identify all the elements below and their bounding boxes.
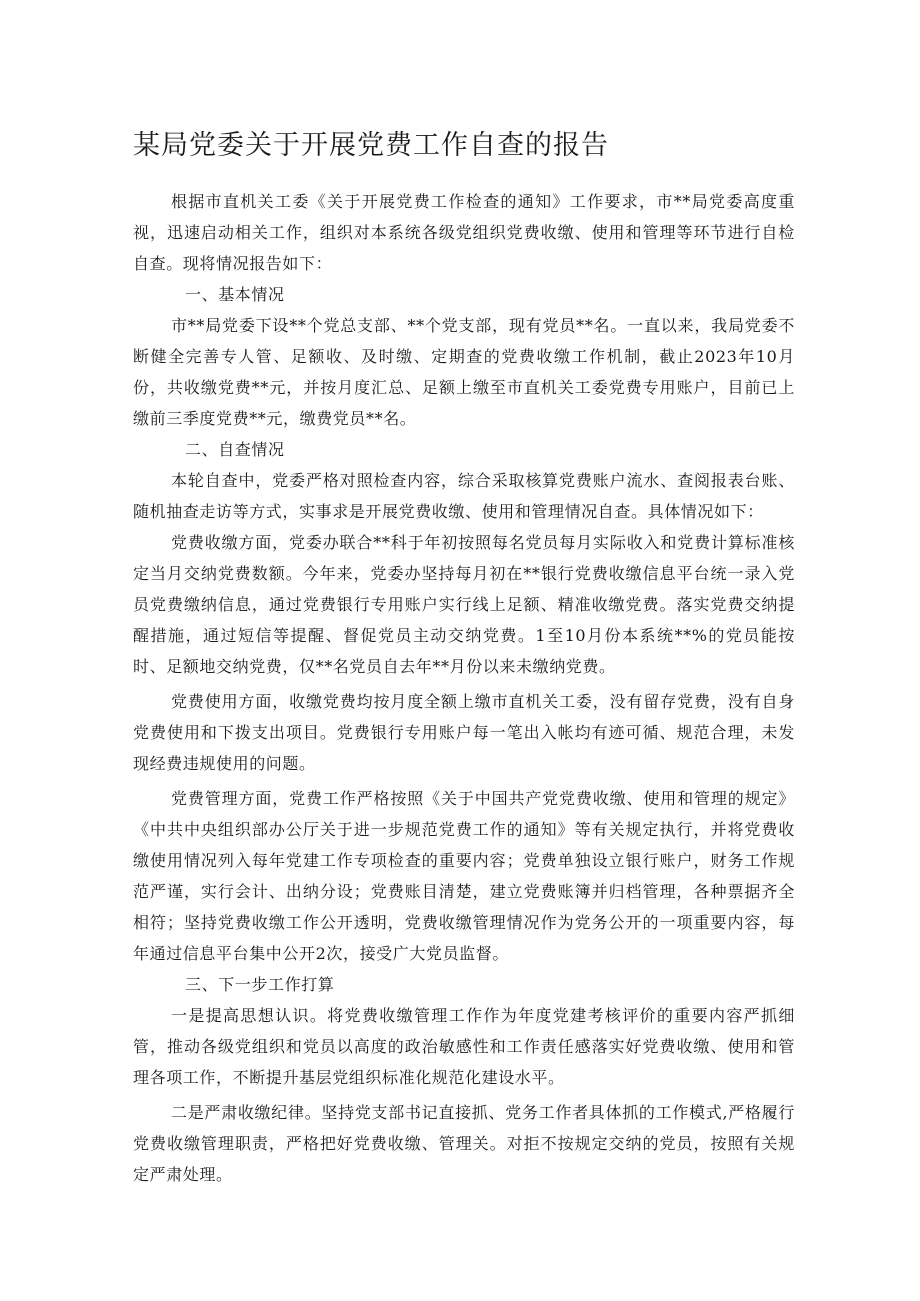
section-paragraph: 党费管理方面，党费工作严格按照《关于中国共产党党费收缴、使用和管理的规定》《中共中央组织部办公厅关于进一步规范党费工作的通知》等有关规定执行，并将党费收缴使用情况列入每年党建工作专项检查的重要内容；党费单独设立银行账户，财务工作规范严谨，实行会计、出纳分设；党费账目清楚，建立党费账簿并归档管理，各种票据齐全相符；坚持党费收缴工作公开透明，党费收缴管理情况作为党务公开的一项重要内容，每年通过信息平台集中公开2次，接受广大党员监督。 <box>133 789 795 963</box>
section-paragraph: 党费收缴方面，党委办联合**科于年初按照每名党员每月实际收入和党费计算标准核定当月交纳党费数额。今年来，党委办坚持每月初在**银行党费收缴信息平台统一录入党员党费缴纳信息，通过党费银行专用账户实行线上足额、精准收缴党费。落实党费交纳提醒措施，通过短信等提醒、督促党员主动交纳党费。1至10月份本系统**%的党员能按时、足额地交纳党费，仅**名党员自去年**月份以来未缴纳党费。 <box>133 533 795 676</box>
section-paragraph: 市**局党委下设**个党总支部、**个党支部，现有党员**名。一直以来，我局党委不断健全完善专人管、足额收、及时缴、定期查的党费收缴工作机制，截止2023年10月份，共收缴党费**元，并按月度汇总、足额上缴至市直机关工委党费专用账户，目前已上缴前三季度党费**元，缴费党员**名。 <box>133 316 795 428</box>
section-paragraph: 一是提高思想认识。将党费收缴管理工作作为年度党建考核评价的重要内容严抓细管，推动各级党组织和党员以高度的政治敏感性和工作责任感落实好党费收缴、使用和管理各项工作，不断提升基层党组织标准化规范化建设水平。 <box>133 1006 795 1087</box>
section-paragraph: 本轮自查中，党委严格对照检查内容，综合采取核算党费账户流水、查阅报表台账、随机抽查走访等方式，实事求是开展党费收缴、使用和管理情况自查。具体情况如下： <box>133 471 795 521</box>
document-title: 某局党委关于开展党费工作自查的报告 <box>133 130 609 161</box>
section-basic-situation <box>133 279 795 434</box>
section-heading: 三、下一步工作打算 <box>185 975 335 994</box>
section-self-inspection <box>133 434 795 969</box>
intro-paragraph: 根据市直机关工委《关于开展党费工作检查的通知》工作要求，市**局党委高度重视，迅速启动相关工作，组织对本系统各级党组织党费收缴、使用和管理等环节进行自检自查。现将情况报告如下： <box>133 192 795 273</box>
section-heading: 一、基本情况 <box>185 285 285 304</box>
section-next-steps <box>133 969 795 1190</box>
section-paragraph: 党费使用方面，收缴党费均按月度全额上缴市直机关工委，没有留存党费，没有自身党费使用和下拨支出项目。党费银行专用账户每一笔出入帐均有迹可循、规范合理，未发现经费违规使用的问题。 <box>133 692 795 773</box>
section-paragraph: 二是严肃收缴纪律。坚持党支部书记直接抓、党务工作者具体抓的工作模式,严格履行党费收缴管理职责，严格把好党费收缴、管理关。对拒不按规定交纳的党员，按照有关规定严肃处理。 <box>133 1103 795 1184</box>
document-page <box>133 128 795 1190</box>
section-heading: 二、自查情况 <box>185 440 285 459</box>
